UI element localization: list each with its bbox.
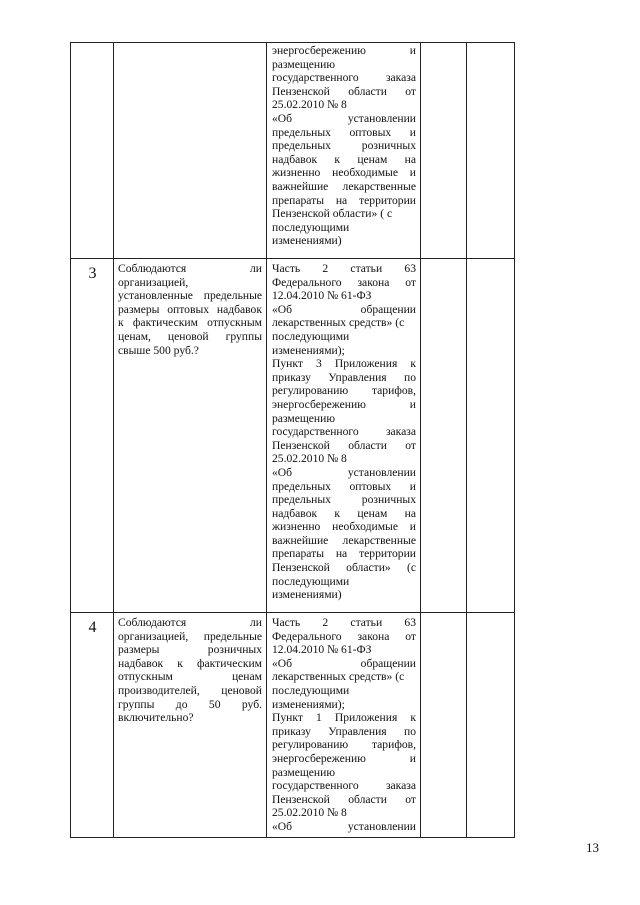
text-line: размещению bbox=[272, 765, 335, 779]
text-line: отпускным ценам bbox=[118, 670, 262, 684]
text-line: Соблюдаются ли bbox=[118, 616, 262, 629]
text-line: Пункт 1 Приложения к bbox=[272, 711, 416, 725]
text-line: размещению bbox=[272, 411, 335, 425]
text-line: «Об установлении bbox=[272, 465, 416, 479]
table-col-line bbox=[113, 42, 114, 838]
text-line: группы до 50 руб. bbox=[118, 697, 262, 711]
table-col-line bbox=[466, 42, 467, 838]
text-line: Пензенской области от bbox=[272, 84, 416, 98]
text-line: Часть 2 статьи 63 bbox=[272, 616, 416, 629]
text-line: установленные предельные bbox=[118, 289, 262, 303]
text-line: последующими bbox=[272, 574, 350, 588]
text-line: Пензенской области» (с bbox=[272, 561, 416, 575]
text-line: предельных оптовых и bbox=[272, 125, 416, 139]
text-line: Пензенской области от bbox=[272, 438, 416, 452]
text-line: 25.02.2010 № 8 bbox=[272, 452, 347, 466]
text-line: последующими bbox=[272, 329, 350, 343]
text-line: последующими bbox=[272, 220, 350, 234]
text-line: организацией, bbox=[118, 275, 189, 289]
text-line: ценам, ценовой группы bbox=[118, 329, 262, 343]
text-line: «Об обращении bbox=[272, 656, 416, 670]
text-line: Соблюдаются ли bbox=[118, 262, 262, 275]
text-line: «Об установлении bbox=[272, 819, 416, 833]
inspection-question bbox=[118, 262, 262, 357]
text-line: Часть 2 статьи 63 bbox=[272, 262, 416, 275]
text-line: Федерального закона от bbox=[272, 275, 416, 289]
table-rule-top bbox=[70, 42, 515, 43]
text-line: надбавок к ценам на bbox=[272, 152, 416, 166]
text-line: государственного заказа bbox=[272, 779, 416, 793]
text-line: 25.02.2010 № 8 bbox=[272, 806, 347, 820]
text-line: Федерального закона от bbox=[272, 629, 416, 643]
row-number: 3 bbox=[88, 265, 97, 282]
text-line: Пензенской области от bbox=[272, 792, 416, 806]
table-rule-row4 bbox=[70, 612, 515, 613]
text-line: изменениями); bbox=[272, 343, 345, 357]
text-line: важнейшие лекарственные bbox=[272, 533, 416, 547]
text-line: приказу Управления по bbox=[272, 370, 416, 384]
text-line: 12.04.2010 № 61-ФЗ bbox=[272, 289, 372, 303]
inspection-question bbox=[118, 616, 262, 725]
text-line: размещению bbox=[272, 57, 335, 71]
text-line: изменениями) bbox=[272, 588, 342, 602]
text-line: энергосбережению и bbox=[272, 397, 416, 411]
table-col-line bbox=[514, 42, 515, 838]
text-line: «Об установлении bbox=[272, 111, 416, 125]
row-number: 4 bbox=[88, 619, 97, 636]
law-reference bbox=[272, 262, 416, 602]
law-reference-continued bbox=[272, 44, 416, 248]
text-line: Пензенской области» ( с bbox=[272, 207, 393, 221]
text-line: лекарственных средств» (с bbox=[272, 670, 405, 684]
table-col-line bbox=[70, 42, 71, 838]
text-line: включительно? bbox=[118, 711, 194, 725]
text-line: энергосбережению и bbox=[272, 44, 416, 57]
text-line: регулированию тарифов, bbox=[272, 738, 416, 752]
text-line: государственного заказа bbox=[272, 425, 416, 439]
text-line: предельных розничных bbox=[272, 139, 416, 153]
text-line: «Об обращении bbox=[272, 302, 416, 316]
text-line: надбавок к фактическим bbox=[118, 656, 262, 670]
text-line: жизненно необходимые и bbox=[272, 166, 416, 180]
text-line: организацией, предельные bbox=[118, 629, 262, 643]
page-number: 13 bbox=[586, 840, 599, 855]
text-line: Пункт 3 Приложения к bbox=[272, 357, 416, 371]
text-line: лекарственных средств» (с bbox=[272, 316, 405, 330]
text-line: энергосбережению и bbox=[272, 751, 416, 765]
text-line: препараты на территории bbox=[272, 547, 416, 561]
text-line: 25.02.2010 № 8 bbox=[272, 98, 347, 112]
text-line: размеры розничных bbox=[118, 643, 262, 657]
text-line: жизненно необходимые и bbox=[272, 520, 416, 534]
text-line: к фактическим отпускным bbox=[118, 316, 262, 330]
table-rule-row3 bbox=[70, 258, 515, 259]
text-line: предельных оптовых и bbox=[272, 479, 416, 493]
text-line: предельных розничных bbox=[272, 493, 416, 507]
law-reference bbox=[272, 616, 416, 834]
text-line: надбавок к ценам на bbox=[272, 506, 416, 520]
text-line: препараты на территории bbox=[272, 193, 416, 207]
text-line: свыше 500 руб.? bbox=[118, 343, 199, 357]
text-line: последующими bbox=[272, 683, 350, 697]
text-line: 12.04.2010 № 61-ФЗ bbox=[272, 643, 372, 657]
table-rule-bottom bbox=[70, 837, 515, 838]
text-line: изменениями); bbox=[272, 697, 345, 711]
text-line: государственного заказа bbox=[272, 71, 416, 85]
text-line: размеры оптовых надбавок bbox=[118, 302, 262, 316]
table-col-line bbox=[420, 42, 421, 838]
text-line: изменениями) bbox=[272, 234, 342, 248]
table-col-line bbox=[266, 42, 267, 838]
text-line: важнейшие лекарственные bbox=[272, 179, 416, 193]
text-line: приказу Управления по bbox=[272, 724, 416, 738]
text-line: производителей, ценовой bbox=[118, 683, 262, 697]
text-line: регулированию тарифов, bbox=[272, 384, 416, 398]
